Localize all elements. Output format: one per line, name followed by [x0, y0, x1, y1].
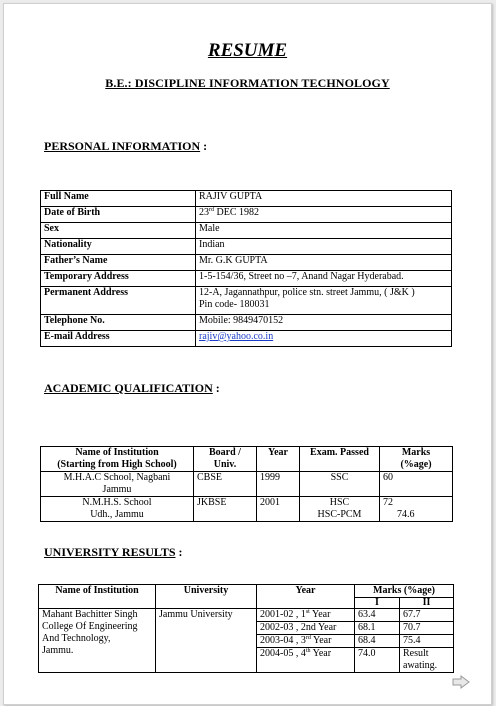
marks-cell: 67.7: [400, 609, 454, 622]
field-value: 23rd DEC 1982: [196, 207, 452, 223]
column-header: Board / Univ.: [194, 447, 257, 472]
column-header: Name of Institution (Starting from High School): [41, 447, 194, 472]
field-value: 12-A, Jagannathpur, police stn. street Jammu, ( J&K ) Pin code- 180031: [196, 287, 452, 315]
year-cell: 2002-03 , 2nd Year: [257, 622, 355, 635]
table-row: [41, 315, 452, 331]
column-header: Year: [257, 585, 355, 609]
personal-info-heading: PERSONAL INFORMATION :: [44, 139, 208, 153]
university-heading: UNIVERSITY RESULTS :: [44, 545, 183, 559]
exam-cell: SSC: [300, 472, 380, 497]
table-row: [41, 239, 452, 255]
university-cell: Jammu University: [156, 609, 257, 673]
next-page-arrow-icon[interactable]: [452, 675, 470, 689]
column-header: Marks (%age): [380, 447, 453, 472]
table-row: [39, 609, 454, 622]
year-cell: 2001: [257, 497, 300, 522]
personal-info-table: [40, 190, 452, 347]
marks-cell: 63.4: [355, 609, 400, 622]
column-header: II: [400, 598, 454, 609]
email-link[interactable]: rajiv@yahoo.co.in: [199, 331, 274, 342]
marks-cell: 75.4: [400, 635, 454, 648]
table-row: [41, 191, 452, 207]
table-row: [41, 472, 453, 497]
field-label: Full Name: [41, 191, 196, 207]
marks-cell: 70.7: [400, 622, 454, 635]
field-label: Sex: [41, 223, 196, 239]
table-row: [41, 255, 452, 271]
table-header-row: [41, 447, 453, 472]
academic-table: [40, 446, 453, 522]
marks-cell: 74.0: [355, 648, 400, 673]
table-row: [41, 331, 452, 347]
table-row: [41, 287, 452, 315]
resume-title: RESUME: [207, 40, 288, 61]
column-header: Year: [257, 447, 300, 472]
field-label: Telephone No.: [41, 315, 196, 331]
table-header-row: [39, 585, 454, 598]
column-header: I: [355, 598, 400, 609]
exam-cell: HSC HSC-PCM: [300, 497, 380, 522]
field-value: 1-5-154/36, Street no –7, Anand Nagar Hyderabad.: [196, 271, 452, 287]
university-table: [38, 584, 454, 673]
field-label: Temporary Address: [41, 271, 196, 287]
column-header: Marks (%age): [355, 585, 454, 598]
marks-cell: 68.4: [355, 635, 400, 648]
field-label: Nationality: [41, 239, 196, 255]
marks-cell: Result awating.: [400, 648, 454, 673]
year-cell: 2001-02 , 1st Year: [257, 609, 355, 622]
column-header: Exam. Passed: [300, 447, 380, 472]
field-value: [196, 331, 452, 347]
field-value: Indian: [196, 239, 452, 255]
marks-cell: 68.1: [355, 622, 400, 635]
column-header: University: [156, 585, 257, 609]
field-value: RAJIV GUPTA: [196, 191, 452, 207]
academic-heading: ACADEMIC QUALIFICATION :: [44, 381, 220, 395]
column-header: Name of Institution: [39, 585, 156, 609]
table-row: [41, 271, 452, 287]
field-value: Mobile: 9849470152: [196, 315, 452, 331]
table-row: [41, 223, 452, 239]
field-label: Father’s Name: [41, 255, 196, 271]
institution-cell: N.M.H.S. School Udh., Jammu: [41, 497, 194, 522]
field-label: Permanent Address: [41, 287, 196, 315]
field-label: E-mail Address: [41, 331, 196, 347]
field-value: Mr. G.K GUPTA: [196, 255, 452, 271]
year-cell: 1999: [257, 472, 300, 497]
year-cell: 2003-04 , 3rd Year: [257, 635, 355, 648]
table-row: [41, 207, 452, 223]
field-label: Date of Birth: [41, 207, 196, 223]
resume-subtitle: B.E.: DISCIPLINE INFORMATION TECHNOLOGY: [105, 76, 390, 90]
field-value: Male: [196, 223, 452, 239]
board-cell: JKBSE: [194, 497, 257, 522]
marks-cell: 72 74.6: [380, 497, 453, 522]
institution-cell: M.H.A.C School, Nagbani Jammu: [41, 472, 194, 497]
marks-cell: 60: [380, 472, 453, 497]
year-cell: 2004-05 , 4th Year: [257, 648, 355, 673]
institution-cell: Mahant Bachitter Singh College Of Engineering And Technology, Jammu.: [39, 609, 156, 673]
resume-page: [3, 3, 492, 705]
table-row: [41, 497, 453, 522]
board-cell: CBSE: [194, 472, 257, 497]
